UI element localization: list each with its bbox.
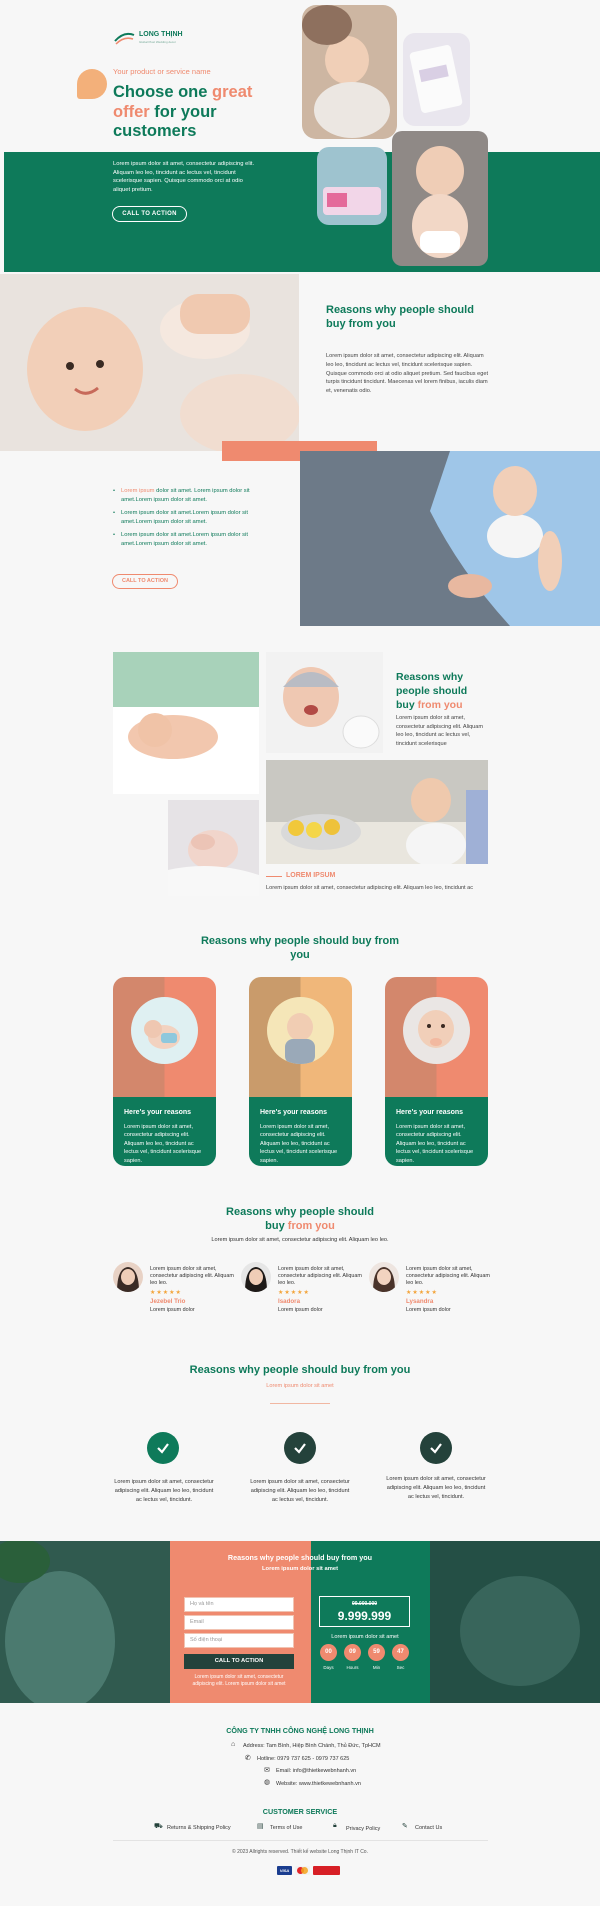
reason-card-image bbox=[267, 997, 334, 1064]
testimonial-name: Isadora bbox=[278, 1298, 301, 1305]
document-icon: ▤ bbox=[257, 1823, 264, 1830]
feature-body: Lorem ipsum dolor sit amet, consectetur adipiscing elit. Aliquam leo leo, tincidunt ac lectus vel, tincidunt. bbox=[386, 1476, 486, 1500]
avatar bbox=[369, 1262, 399, 1292]
reason-card-body: Lorem ipsum dolor sit amet, consectetur adipiscing elit. Aliquam leo leo, tincidunt ac lectus vel, tincidunt scelerisque sapien. bbox=[124, 1124, 202, 1164]
s4-photo-baby-smile bbox=[113, 652, 259, 794]
testimonial bbox=[369, 1262, 491, 1318]
testimonial-role: Lorem ipsum dolor bbox=[150, 1307, 195, 1313]
logo-tagline: Global Pixel Wedding decor bbox=[139, 40, 176, 44]
footer-hotline[interactable]: Hotline: 0979 737 625 - 0979 737 625 bbox=[257, 1756, 350, 1762]
s4-sub-line bbox=[266, 876, 282, 877]
footer-cs-title: CUSTOMER SERVICE bbox=[262, 1807, 338, 1816]
s3-cta-button[interactable]: CALL TO ACTION bbox=[112, 574, 178, 589]
reason-card-image bbox=[131, 997, 198, 1064]
footer-copyright: © 2023 Allrights reserved. Thiết kế website Long Thịnh IT Co. bbox=[232, 1849, 368, 1855]
s8-note: Lorem ipsum dolor sit amet, consectetur adipiscing elit. Lorem ipsum dolor sit amet bbox=[192, 1674, 286, 1687]
hero-photo-diaper-pack bbox=[317, 147, 387, 225]
logo-name: LONG THỊNH bbox=[139, 31, 183, 38]
s8-subtitle: Lorem ipsum dolor sit amet bbox=[261, 1566, 339, 1572]
footer-company: CÔNG TY TNHH CÔNG NGHỆ LONG THỊNH bbox=[226, 1726, 374, 1735]
home-icon: ⌂ bbox=[231, 1741, 236, 1748]
countdown-seconds: 47 bbox=[392, 1644, 409, 1661]
hero-photo-baby-lying bbox=[392, 131, 488, 266]
countdown-label: Hours bbox=[346, 1665, 359, 1670]
footer-address: Address: Tam Bình, Hiệp Bình Chánh, Thủ Đức, TpHCM bbox=[243, 1743, 381, 1749]
testimonial-text: Lorem ipsum dolor sit amet, consectetur adipiscing elit. Aliquam leo leo. bbox=[406, 1266, 490, 1286]
rating-stars: ★★★★★ bbox=[150, 1290, 182, 1296]
globe-icon: ◍ bbox=[264, 1779, 271, 1786]
countdown-label: Days bbox=[323, 1665, 334, 1670]
countdown-title: Lorem ipsum dolor sit amet bbox=[331, 1634, 399, 1640]
testimonial-role: Lorem ipsum dolor bbox=[278, 1307, 323, 1313]
feature-body: Lorem ipsum dolor sit amet, consectetur adipiscing elit. Aliquam leo leo, tincidunt ac lectus vel, tincidunt. bbox=[114, 1479, 214, 1503]
s4-sub-body: Lorem ipsum dolor sit amet, consectetur adipiscing elit. Aliquam leo leo, tincidunt ac bbox=[266, 885, 474, 891]
s3-list-item: • Lorem ipsum dolor sit amet.Lorem ipsum dolor sit amet.Lorem ipsum dolor sit amet. bbox=[113, 532, 248, 547]
reason-card-title: Here's your reasons bbox=[260, 1109, 328, 1116]
reason-card bbox=[249, 977, 352, 1166]
hero-photo-baby-hug bbox=[302, 5, 397, 139]
testimonial-name: Jezebel Trio bbox=[150, 1298, 186, 1305]
reason-card bbox=[385, 977, 488, 1166]
logo[interactable] bbox=[113, 29, 193, 49]
footer-divider bbox=[113, 1840, 488, 1841]
hero-headline: Choose one great offer for your customers bbox=[113, 83, 253, 140]
visa-icon: VISA bbox=[277, 1866, 292, 1875]
check-circle-icon bbox=[284, 1432, 316, 1464]
reason-card bbox=[113, 977, 216, 1166]
price-box bbox=[319, 1596, 410, 1627]
footer-link-contact[interactable]: Contact Us bbox=[415, 1825, 443, 1831]
mail-icon: ✉ bbox=[264, 1767, 270, 1774]
mastercard-icon bbox=[295, 1866, 310, 1875]
s4-photo-baby-feet bbox=[168, 800, 259, 896]
s2-body: Lorem ipsum dolor sit amet, consectetur adipiscing elit. Aliquam leo leo, tincidunt ac lectus vel, tincidunt scelerisque sapien. Quisque commodo orci at odio aliquet pretium. Sed faucibus eget turpis tincidunt tincidunt. Maecenas vel lorem finibus, iaculis diam et, venenatis odio. bbox=[326, 353, 489, 395]
footer-link-returns[interactable]: Returns & Shipping Policy bbox=[167, 1825, 231, 1831]
hero-blob bbox=[77, 69, 107, 99]
rating-stars: ★★★★★ bbox=[406, 1290, 438, 1296]
hero-cta-button[interactable]: CALL TO ACTION bbox=[112, 206, 187, 222]
price: 9.999.999 bbox=[337, 1609, 392, 1623]
hero-green-band bbox=[4, 152, 600, 272]
s3-list bbox=[113, 487, 253, 548]
countdown-label: Min bbox=[372, 1665, 381, 1670]
rating-stars: ★★★★★ bbox=[278, 1290, 310, 1296]
s4-photo-baby-yawn bbox=[266, 652, 383, 753]
s3-list-item: • Lorem ipsum dolor sit amet.Lorem ipsum dolor sit amet.Lorem ipsum dolor sit amet. bbox=[113, 510, 248, 525]
s3-photo-mother-baby bbox=[300, 451, 600, 626]
hero-photo-wipes bbox=[403, 33, 470, 126]
s4-title: Reasons why people should buy from you bbox=[396, 671, 468, 711]
s2-photo-baby bbox=[0, 274, 299, 451]
s4-body: Lorem ipsum dolor sit amet, consectetur adipiscing elit. Aliquam leo leo, tincidunt ac lectus vel, tincidunt scelerisque bbox=[396, 715, 484, 747]
email-field[interactable]: Email bbox=[184, 1615, 294, 1630]
testimonial bbox=[241, 1262, 363, 1318]
s3-list-item: • Lorem ipsum dolor sit amet. Lorem ipsum dolor sit amet.Lorem ipsum dolor sit amet. bbox=[113, 488, 250, 503]
testimonial-text: Lorem ipsum dolor sit amet, consectetur adipiscing elit. Aliquam leo leo. bbox=[150, 1266, 234, 1286]
testimonial-name: Lysandra bbox=[406, 1298, 434, 1305]
s8-title: Reasons why people should buy from you bbox=[227, 1553, 373, 1562]
name-field[interactable]: Họ và tên bbox=[184, 1597, 294, 1612]
hero-body: Lorem ipsum dolor sit amet, consectetur adipiscing elit. Aliquam leo leo, tincidunt ac lectus vel, tincidunt scelerisque sapien. Quisque commodo orci at odio aliquet pretium. bbox=[113, 161, 255, 193]
s5-title: Reasons why people should buy from you bbox=[200, 935, 400, 961]
reason-card-image bbox=[403, 997, 470, 1064]
edit-icon: ✎ bbox=[402, 1823, 408, 1830]
testimonial-role: Lorem ipsum dolor bbox=[406, 1307, 451, 1313]
feature-body: Lorem ipsum dolor sit amet, consectetur adipiscing elit. Aliquam leo leo, tincidunt ac lectus vel, tincidunt. bbox=[250, 1479, 350, 1503]
countdown-label: Sec bbox=[396, 1665, 405, 1670]
footer-link-privacy[interactable]: Privacy Policy bbox=[346, 1826, 381, 1832]
s4-photo-baby-lemons bbox=[266, 760, 488, 864]
s8-submit-button[interactable]: CALL TO ACTION bbox=[184, 1654, 294, 1669]
old-price: 99.000.000 bbox=[351, 1601, 378, 1607]
check-circle-icon bbox=[420, 1432, 452, 1464]
s2-title: Reasons why people should buy from you bbox=[326, 304, 474, 330]
avatar bbox=[241, 1262, 271, 1292]
footer-email[interactable]: Email: info@thietkewebnhanh.vn bbox=[276, 1768, 357, 1774]
s6-subtitle: Lorem ipsum dolor sit amet, consectetur adipiscing elit. Aliquam leo leo. bbox=[211, 1237, 389, 1243]
avatar bbox=[113, 1262, 143, 1292]
reason-card-title: Here's your reasons bbox=[124, 1109, 192, 1116]
s4-sub-title: LOREM IPSUM bbox=[286, 872, 336, 879]
hero-kicker: Your product or service name bbox=[113, 67, 211, 76]
lock-icon: 🔒︎ bbox=[333, 1822, 337, 1829]
s7-divider bbox=[270, 1403, 330, 1404]
footer-link-terms[interactable]: Terms of Use bbox=[270, 1825, 303, 1831]
footer-website[interactable]: Website: www.thietkewebnhanh.vn bbox=[276, 1781, 361, 1787]
s6-title: Reasons why people should buy from you bbox=[226, 1206, 374, 1232]
s7-subtitle: Lorem ipsum dolor sit amet bbox=[266, 1383, 334, 1389]
reason-card-body: Lorem ipsum dolor sit amet, consectetur adipiscing elit. Aliquam leo leo, tincidunt ac lectus vel, tincidunt scelerisque sapien. bbox=[260, 1124, 338, 1164]
countdown-days: 00 bbox=[320, 1644, 337, 1661]
countdown-hours: 09 bbox=[344, 1644, 361, 1661]
countdown-minutes: 59 bbox=[368, 1644, 385, 1661]
testimonial bbox=[113, 1262, 235, 1318]
reason-card-title: Here's your reasons bbox=[396, 1109, 464, 1116]
s7-title: Reasons why people should buy from you bbox=[189, 1364, 411, 1376]
payment-badge-icon bbox=[313, 1866, 340, 1875]
phone-icon: ✆ bbox=[245, 1755, 251, 1762]
reason-card-body: Lorem ipsum dolor sit amet, consectetur adipiscing elit. Aliquam leo leo, tincidunt ac lectus vel, tincidunt scelerisque sapien. bbox=[396, 1124, 474, 1164]
shipping-icon: ⛟ bbox=[154, 1823, 163, 1830]
logo-mark-icon bbox=[113, 31, 135, 47]
check-circle-icon bbox=[147, 1432, 179, 1464]
phone-field[interactable]: Số điện thoại bbox=[184, 1633, 294, 1648]
testimonial-text: Lorem ipsum dolor sit amet, consectetur adipiscing elit. Aliquam leo leo. bbox=[278, 1266, 362, 1286]
